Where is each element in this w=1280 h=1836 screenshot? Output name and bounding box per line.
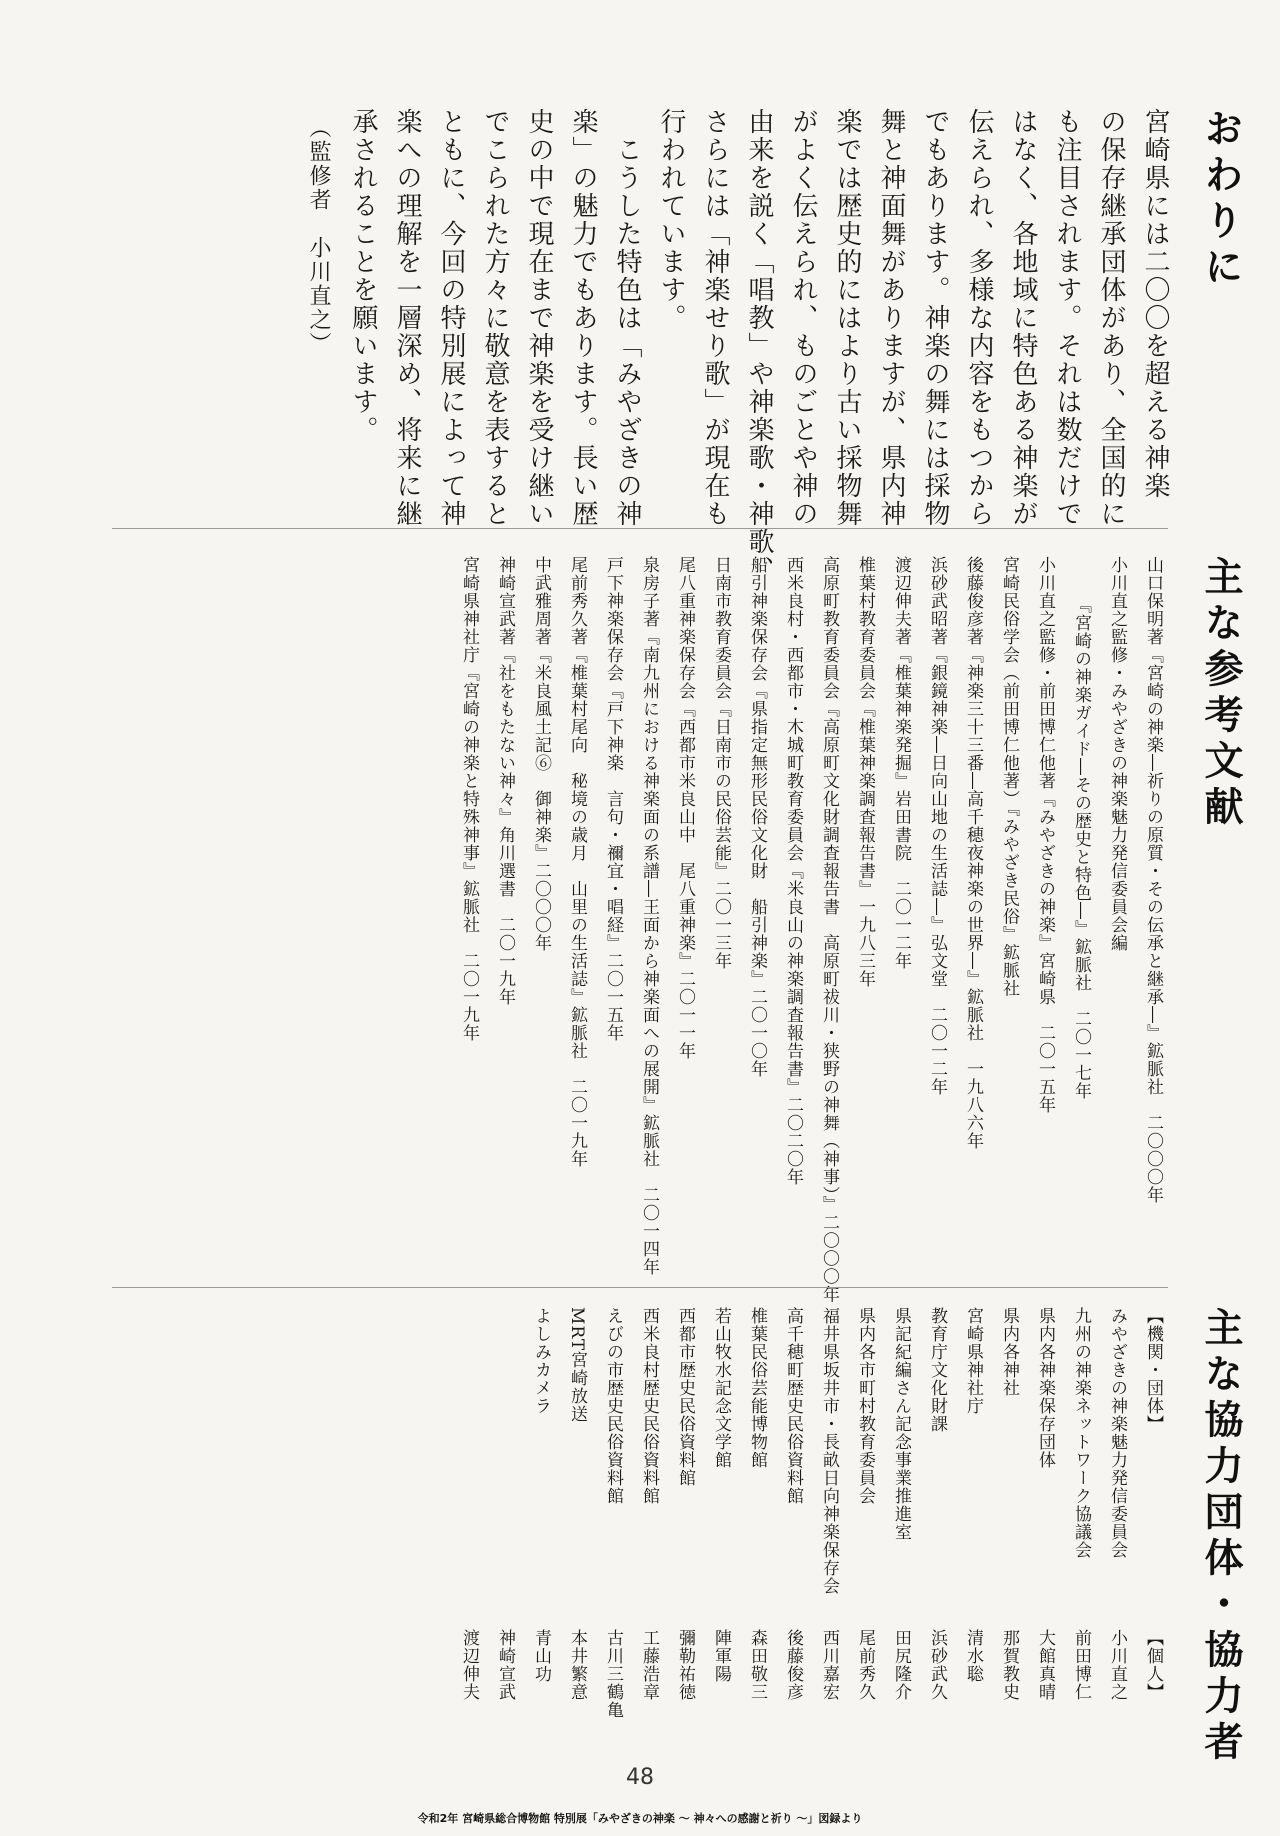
closing-line: がよく伝えられ、ものごとや神の (788, 108, 818, 528)
closing-line: 伝えられ、多様な内容をもつから (964, 108, 994, 528)
individual-item: 大館真晴 (1035, 1629, 1055, 1701)
institution-item: よしみカメラ (531, 1307, 551, 1415)
closing-line: 楽では歴史的にはより古い採物舞 (832, 108, 862, 528)
individual-item: 森田敬三 (747, 1629, 767, 1701)
cooperation-title: 主な協力団体・協力者 (1198, 1307, 1243, 1767)
references-list (451, 556, 1171, 1304)
section-divider (112, 1287, 1168, 1288)
reference-item: 椎葉村教育委員会『椎葉神楽調査報告書』一九八三年 (855, 556, 875, 988)
closing-section (298, 108, 1243, 584)
reference-item: 『宮崎の神楽ガイド―その歴史と特色―』鉱脈社 二〇一七年 (1071, 596, 1091, 1100)
closing-line: さらには「神楽せり歌」が現在も (700, 108, 730, 528)
individual-item: 田尻隆介 (891, 1629, 911, 1701)
reference-item: 船引神楽保存会『県指定無形民俗文化財 船引神楽』二〇一〇年 (747, 556, 767, 1078)
institution-item: 椎葉民俗芸能博物館 (747, 1307, 767, 1469)
institution-item: 県内各神楽保存団体 (1035, 1307, 1055, 1469)
closing-signature: （監修者 小川直之） (306, 116, 331, 356)
institution-item: 宮崎県神社庁 (963, 1307, 983, 1415)
footer-caption: 令和2年 宮崎県総合博物館 特別展「みやざきの神楽 ～ 神々への感謝と祈り ～」図録より (417, 1812, 863, 1825)
closing-line: でこられた方々に敬意を表すると (480, 108, 510, 528)
institution-item: えびの市歴史民俗資料館 (603, 1307, 623, 1505)
individual-item: 清水聡 (963, 1629, 983, 1683)
closing-line: 楽への理解を一層深め、将来に継 (392, 108, 422, 528)
closing-line: 宮崎県には二〇〇を超える神楽 (1140, 108, 1170, 500)
individuals-label: 【個人】 (1143, 1629, 1163, 1701)
closing-line: 楽」の魅力でもあります。長い歴 (568, 108, 598, 528)
cooperation-section (451, 1307, 1243, 1767)
individual-item: 神崎宣武 (495, 1629, 515, 1701)
reference-item: 宮崎民俗学会（前田博仁他著）『みやざき民俗』鉱脈社 (999, 556, 1019, 998)
reference-item: 宮崎県神社庁『宮崎の神楽と特殊神事』鉱脈社 二〇一九年 (459, 556, 479, 1042)
closing-line: ともに、今回の特別展によって神 (436, 108, 466, 528)
individual-item: 浜砂武久 (927, 1629, 947, 1701)
reference-item: 中武雅周著『米良風土記⑥ 御神楽』二〇〇〇年 (531, 556, 551, 952)
closing-body (298, 108, 1175, 584)
reference-item: 山口保明著『宮崎の神楽―祈りの原質・その伝承と継承―』鉱脈社 二〇〇〇年 (1143, 556, 1163, 1204)
closing-line: はなく、各地域に特色ある神楽が (1008, 108, 1038, 528)
individual-item: 陣軍陽 (711, 1629, 731, 1683)
reference-item: 小川直之監修・みやざきの神楽魅力発信委員会編 (1107, 556, 1127, 952)
individual-item: 青山功 (531, 1629, 551, 1683)
section-divider (112, 528, 1168, 529)
reference-item: 高原町教育委員会『高原町文化財調査報告書 高原町祓川・狭野の神舞（神事）』二〇〇〇年 (819, 556, 839, 1304)
institution-item: 県記紀編さん記念事業推進室 (891, 1307, 911, 1541)
reference-item: 神崎宣武著『社をもたない神々』角川選書 二〇一九年 (495, 556, 515, 1006)
individual-item: 那賀教史 (999, 1629, 1019, 1701)
reference-item: 渡辺伸夫著『椎葉神楽発掘』岩田書院 二〇一二年 (891, 556, 911, 970)
closing-title: おわりに (1198, 108, 1243, 292)
closing-line: 由来を説く「唱教」や神楽歌・神歌、 (744, 108, 774, 584)
closing-line: こうした特色は「みやざきの神 (612, 108, 642, 528)
individual-item: 尾前秀久 (855, 1629, 875, 1701)
individual-item: 本井繁意 (567, 1629, 587, 1701)
institution-item: 県内各市町村教育委員会 (855, 1307, 875, 1505)
closing-line: 史の中で現在まで神楽を受け継い (524, 108, 554, 528)
individual-item: 渡辺伸夫 (459, 1629, 479, 1701)
institutions-list (523, 1307, 1171, 1607)
closing-line: の保存継承団体があり、全国的に (1096, 108, 1126, 528)
reference-item: 日南市教育委員会『日南市の民俗芸能』二〇一三年 (711, 556, 731, 970)
institution-item: みやざきの神楽魅力発信委員会 (1107, 1307, 1127, 1559)
closing-line: 行われています。 (656, 108, 686, 332)
individual-item: 工藤浩章 (639, 1629, 659, 1701)
institution-item: 福井県坂井市・長畝日向神楽保存会 (819, 1307, 839, 1595)
institution-item: 若山牧水記念文学館 (711, 1307, 731, 1469)
institution-item: 西都市歴史民俗資料館 (675, 1307, 695, 1487)
reference-item: 小川直之監修・前田博仁他著『みやざきの神楽』宮崎県 二〇一五年 (1035, 556, 1055, 1114)
closing-line: 舞と神面舞がありますが、県内神 (876, 108, 906, 528)
institution-item: 九州の神楽ネットワーク協議会 (1071, 1307, 1091, 1559)
reference-item: 泉房子著『南九州における神楽面の系譜―王面から神楽面への展開』鉱脈社 二〇一四年 (639, 556, 659, 1276)
individual-item: 後藤俊彦 (783, 1629, 803, 1701)
closing-line: でもあります。神楽の舞には採物 (920, 108, 950, 528)
page-number: 48 (626, 1765, 654, 1790)
individual-item: 小川直之 (1107, 1629, 1127, 1701)
reference-item: 戸下神楽保存会『戸下神楽 言句・禰宜・唱経』二〇一五年 (603, 556, 623, 1042)
cooperation-lists (451, 1307, 1171, 1717)
institution-item: 教育庁文化財課 (927, 1307, 947, 1433)
institution-item: 高千穂町歴史民俗資料館 (783, 1307, 803, 1505)
reference-item: 西米良村・西都市・木城町教育委員会『米良山の神楽調査報告書』二〇二〇年 (783, 556, 803, 1186)
references-title: 主な参考文献 (1198, 556, 1243, 832)
institution-item: 西米良村歴史民俗資料館 (639, 1307, 659, 1505)
reference-item: 尾八重神楽保存会『西都市米良山中 尾八重神楽』二〇一一年 (675, 556, 695, 1060)
institutions-label: 【機関・団体】 (1143, 1307, 1163, 1433)
reference-item: 後藤俊彦著『神楽三十三番―高千穂夜神楽の世界―』鉱脈社 一九八六年 (963, 556, 983, 1150)
institution-item: MRT宮崎放送 (567, 1307, 587, 1424)
closing-line: 承されることを願います。 (348, 108, 378, 444)
institution-item: 県内各神社 (999, 1307, 1019, 1397)
individual-item: 西川嘉宏 (819, 1629, 839, 1701)
reference-item: 浜砂武昭著『銀鏡神楽―日向山地の生活誌―』弘文堂 二〇一二年 (927, 556, 947, 1096)
reference-item: 尾前秀久著『椎葉村尾向 秘境の歳月 山里の生活誌』鉱脈社 二〇一九年 (567, 556, 587, 1168)
individual-item: 前田博仁 (1071, 1629, 1091, 1701)
individual-item: 彌勒祐徳 (675, 1629, 695, 1701)
individual-item: 古川三鶴亀 (603, 1629, 623, 1719)
references-section (451, 556, 1243, 1304)
closing-line: も注目されます。それは数だけで (1052, 108, 1082, 528)
